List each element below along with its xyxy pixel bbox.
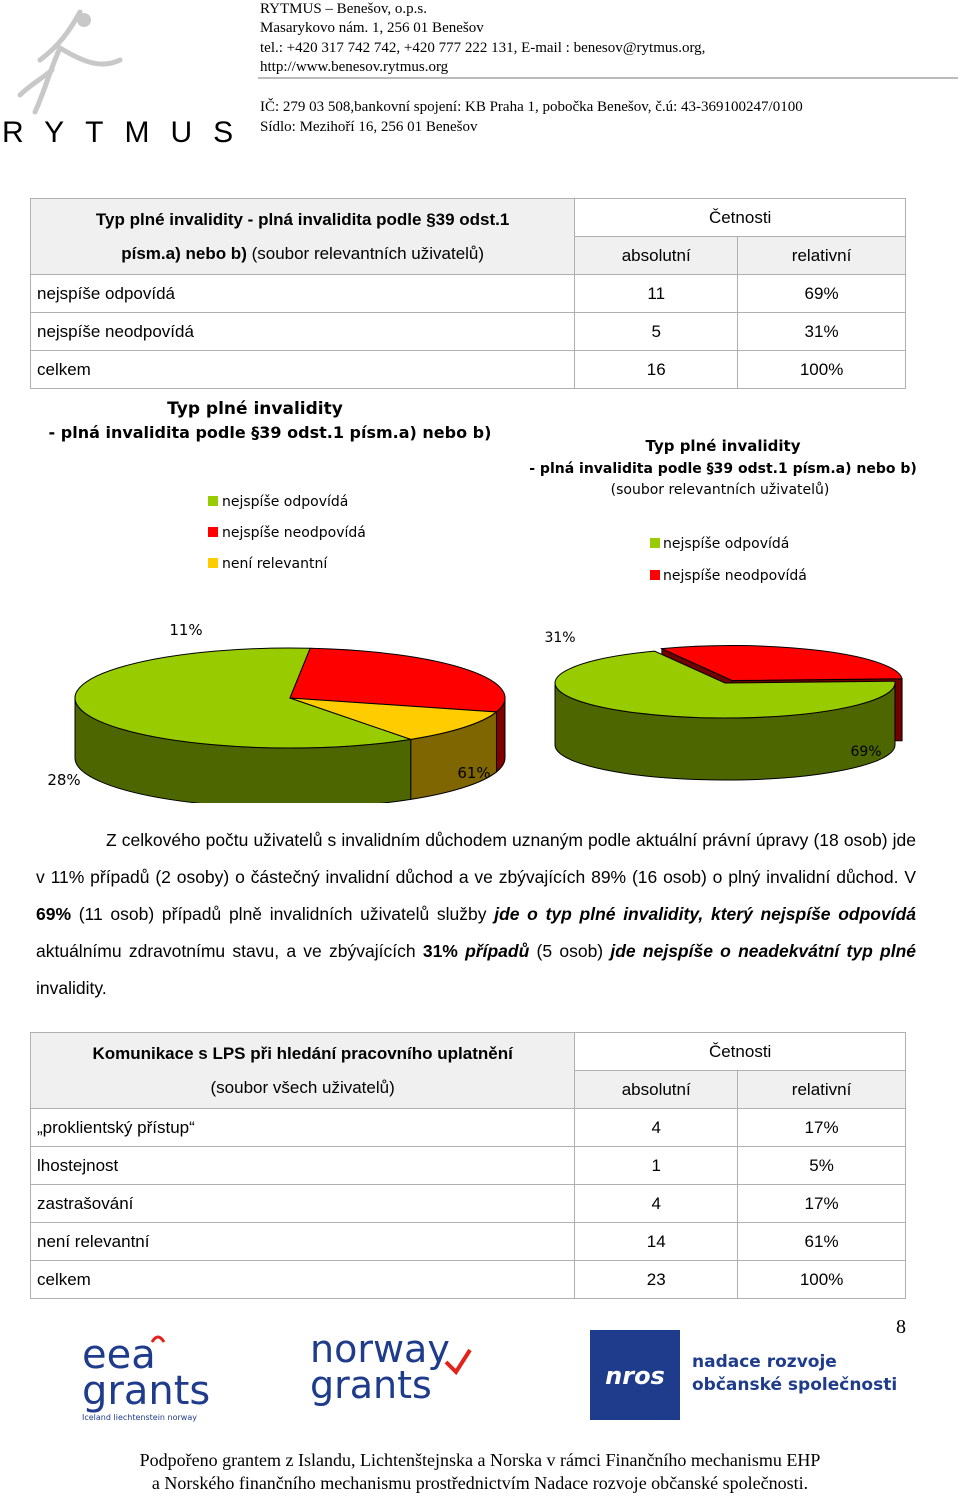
table1-group-header: Četnosti	[575, 199, 906, 237]
table1-row-rel: 100%	[738, 351, 906, 389]
rytmus-logo-text: RYTMUS	[2, 116, 255, 149]
footer-line1: Podpořeno grantem z Islandu, Lichtenštejnska a Norska v rámci Finančního mechanismu EHP	[139, 1450, 821, 1470]
table2-row-label: zastrašování	[31, 1185, 575, 1223]
table-lps-communication	[30, 1032, 906, 1299]
org-ids: IČ: 279 03 508,bankovní spojení: KB Praha 1, pobočka Benešov, č.ú: 43-369100247/0100	[260, 99, 803, 115]
table1-row-label: nejspíše odpovídá	[31, 275, 575, 313]
legend-label: nejspíše neodpovídá	[222, 525, 366, 541]
table2-row-label: „proklientský přístup“	[31, 1109, 575, 1147]
table1-col-abs: absolutní	[575, 237, 738, 275]
table-row	[31, 1223, 906, 1261]
eea-logo-word2: grants	[82, 1368, 211, 1414]
table2-row-rel: 61%	[738, 1223, 906, 1261]
table2-row-rel: 17%	[738, 1185, 906, 1223]
chart1-label-11: 11%	[169, 621, 203, 639]
para-bold-italic: jde o typ plné invalidity, který nejspíše odpovídá	[494, 904, 917, 924]
table-row	[31, 275, 906, 313]
table1-title	[31, 199, 575, 275]
table2-title-line2: (soubor všech uživatelů)	[210, 1077, 395, 1097]
table2-group-header: Četnosti	[575, 1033, 906, 1071]
table2-col-rel: relativní	[738, 1071, 906, 1109]
org-name: RYTMUS – Benešov, o.p.s.	[260, 1, 427, 17]
table2-title-line1: Komunikace s LPS při hledání pracovního uplatnění	[92, 1043, 513, 1063]
table1-title-line1: Typ plné invalidity - plná invalidita podle §39 odst.1	[95, 209, 510, 229]
table2-row-abs: 1	[575, 1147, 738, 1185]
table1-row-abs: 5	[575, 313, 738, 351]
chart2-legend	[650, 536, 807, 584]
para-bold-italic: jde nejspíše o neadekvátní typ plné	[610, 941, 916, 961]
para-text: Z celkového počtu uživatelů s invalidním důchodem uznaným podle aktuální právní úpravy (18 osob) jde v 11% případů (2 osoby) o částečný invalidní důchod a ve zbývajících 89% (16 osob) o plný invalidní důchod. V	[36, 830, 916, 887]
chart1-label-28: 28%	[47, 771, 81, 789]
legend-swatch	[208, 558, 218, 568]
table2-title	[31, 1033, 575, 1109]
chart1-subtitle: - plná invalidita podle §39 odst.1 písm.a) nebo b)	[48, 423, 492, 442]
org-seat: Sídlo: Mezihoří 16, 256 01 Benešov	[260, 119, 478, 135]
table-row	[31, 1261, 906, 1299]
para-bold-italic: případů	[457, 941, 530, 961]
table2-row-label: není relevantní	[31, 1223, 575, 1261]
table2-col-abs: absolutní	[575, 1071, 738, 1109]
table1-col-rel: relativní	[738, 237, 906, 275]
para-bold: 31%	[422, 941, 458, 961]
legend-swatch	[208, 527, 218, 537]
table2-row-abs: 23	[575, 1261, 738, 1299]
table2-row-rel: 100%	[738, 1261, 906, 1299]
eea-logo-word: eea	[82, 1332, 156, 1378]
nros-mark: nros	[605, 1362, 665, 1390]
chart2-label-31: 31%	[544, 630, 576, 646]
pie-chart-2	[529, 437, 917, 780]
dancer-figure-icon	[0, 0, 240, 120]
table1-row-label: celkem	[31, 351, 575, 389]
chart2-subtitle: - plná invalidita podle §39 odst.1 písm.a) nebo b)	[529, 461, 917, 477]
analysis-paragraph	[36, 822, 916, 1007]
page-number: 8	[896, 1316, 906, 1338]
legend-swatch	[650, 538, 660, 548]
table2-row-abs: 14	[575, 1223, 738, 1261]
chart1-legend	[208, 494, 366, 572]
nros-line1: nadace rozvoje	[692, 1352, 837, 1372]
chart2-label-69: 69%	[850, 744, 882, 760]
sponsor-logos	[60, 1322, 910, 1432]
table2-row-abs: 4	[575, 1109, 738, 1147]
nros-line2: občanské společnosti	[692, 1375, 898, 1395]
legend-swatch	[650, 570, 660, 580]
pie-charts-area	[30, 388, 930, 803]
chart2-note: (soubor relevantních uživatelů)	[610, 482, 830, 498]
legend-label: nejspíše odpovídá	[222, 494, 349, 510]
table2-row-label: lhostejnost	[31, 1147, 575, 1185]
footer-line2: a Norského finančního mechanismu prostřednictvím Nadace rozvoje občanské společnosti.	[151, 1473, 809, 1493]
table2-row-rel: 17%	[738, 1109, 906, 1147]
para-text: (5 osob)	[529, 941, 611, 961]
org-address: Masarykovo nám. 1, 256 01 Benešov	[260, 20, 484, 36]
para-bold: 69%	[36, 904, 72, 924]
pie-chart-1	[47, 399, 505, 803]
org-web-link[interactable]: http://www.benesov.rytmus.org	[260, 59, 449, 75]
chart1-title: Typ plné invalidity	[167, 399, 343, 419]
table1-row-abs: 16	[575, 351, 738, 389]
norway-logo-word: norway	[310, 1327, 450, 1371]
table1-row-label: nejspíše neodpovídá	[31, 313, 575, 351]
eea-grants-logo	[82, 1332, 210, 1422]
chart2-title: Typ plné invalidity	[645, 437, 801, 455]
table1-row-rel: 69%	[738, 275, 906, 313]
table1-row-abs: 11	[575, 275, 738, 313]
table-row	[31, 1185, 906, 1223]
para-text: (11 osob) případů plně invalidních uživatelů služby	[71, 904, 495, 924]
para-text: invalidity.	[36, 978, 107, 998]
norway-grants-logo	[310, 1327, 470, 1407]
table-invalidity-type	[30, 198, 906, 389]
table1-title-line2-bold: písm.a) nebo b)	[121, 243, 247, 263]
header-divider	[258, 77, 958, 79]
table-row	[31, 1147, 906, 1185]
chart1-pie	[75, 648, 505, 803]
norway-logo-word2: grants	[310, 1363, 432, 1407]
legend-label: není relevantní	[222, 556, 328, 572]
table-row	[31, 1109, 906, 1147]
para-text: aktuálnímu zdravotnímu stavu, a ve zbývajících	[36, 941, 423, 961]
org-contact: tel.: +420 317 742 742, +420 777 222 131, E-mail : benesov@rytmus.org,	[260, 40, 706, 56]
eea-logo-sub: Iceland liechtenstein norway	[82, 1413, 197, 1422]
nros-logo	[590, 1330, 897, 1420]
table2-row-abs: 4	[575, 1185, 738, 1223]
table1-title-line2: (soubor relevantních uživatelů)	[246, 243, 485, 263]
table2-row-label: celkem	[31, 1261, 575, 1299]
table-row	[31, 313, 906, 351]
legend-swatch	[208, 496, 218, 506]
table1-row-rel: 31%	[738, 313, 906, 351]
legend-label: nejspíše neodpovídá	[663, 568, 807, 584]
eea-arc-icon	[152, 1337, 164, 1342]
table2-row-rel: 5%	[738, 1147, 906, 1185]
legend-label: nejspíše odpovídá	[663, 536, 790, 552]
chart1-label-61: 61%	[457, 764, 491, 782]
table-row	[31, 351, 906, 389]
